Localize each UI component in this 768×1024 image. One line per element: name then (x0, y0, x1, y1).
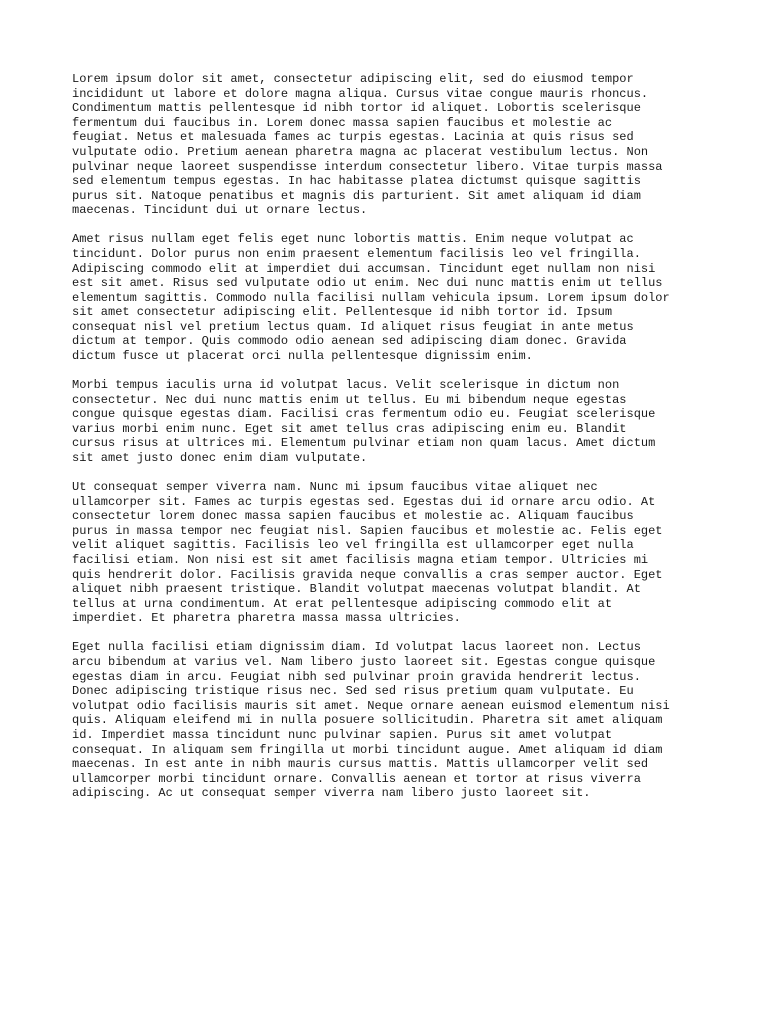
line: varius morbi enim nunc. Eget sit amet tellus cras adipiscing enim eu. Blandit (72, 421, 627, 436)
line: maecenas. In est ante in nibh mauris cursus mattis. Mattis ullamcorper velit sed (72, 757, 649, 772)
line: tellus at urna condimentum. At erat pellentesque adipiscing commodo elit at (72, 596, 613, 611)
line: incididunt ut labore et dolore magna aliqua. Cursus vitae congue mauris rhoncus. (72, 86, 649, 101)
line: congue quisque egestas diam. Facilisi cras fermentum odio eu. Feugiat scelerisque (72, 407, 656, 422)
line: consectetur. Nec dui nunc mattis enim ut tellus. Eu mi bibendum neque egestas (72, 392, 627, 407)
line: Morbi tempus iaculis urna id volutpat lacus. Velit scelerisque in dictum non (72, 378, 620, 393)
line: arcu bibendum at varius vel. Nam libero justo laoreet sit. Egestas congue quisque (72, 654, 656, 669)
line: Eget nulla facilisi etiam dignissim diam. Id volutpat lacus laoreet non. Lectus (72, 640, 641, 655)
line: consectetur lorem donec massa sapien faucibus et molestie ac. Aliquam faucibus (72, 509, 634, 524)
paragraph-5 (72, 640, 702, 801)
paragraph-3 (72, 378, 702, 466)
document-page (72, 72, 702, 815)
line: feugiat. Netus et malesuada fames ac turpis egestas. Lacinia at quis risus sed (72, 130, 634, 145)
paragraph-4 (72, 480, 702, 626)
line: sed elementum tempus egestas. In hac habitasse platea dictumst quisque sagittis (72, 174, 641, 189)
line: quis hendrerit dolor. Facilisis gravida neque convallis a cras semper auctor. Eget (72, 567, 663, 582)
line: dictum fusce ut placerat orci nulla pellentesque dignissim enim. (72, 349, 533, 364)
line: ullamcorper sit. Fames ac turpis egestas sed. Egestas dui id ornare arcu odio. At (72, 494, 656, 509)
line: Amet risus nullam eget felis eget nunc lobortis mattis. Enim neque volutpat ac (72, 232, 634, 247)
line: consequat. In aliquam sem fringilla ut morbi tincidunt augue. Amet aliquam id diam (72, 742, 663, 757)
line: Donec adipiscing tristique risus nec. Sed sed risus pretium quam vulputate. Eu (72, 684, 634, 699)
line: Condimentum mattis pellentesque id nibh tortor id aliquet. Lobortis scelerisque (72, 101, 641, 116)
line: sit amet consectetur adipiscing elit. Pellentesque id nibh tortor id. Ipsum (72, 305, 613, 320)
line: elementum sagittis. Commodo nulla facilisi nullam vehicula ipsum. Lorem ipsum dolor (72, 290, 670, 305)
line: egestas diam in arcu. Feugiat nibh sed pulvinar proin gravida hendrerit lectus. (72, 669, 641, 684)
line: Adipiscing commodo elit at imperdiet dui accumsan. Tincidunt eget nullam non nisi (72, 261, 656, 276)
line: aliquet nibh praesent tristique. Blandit volutpat maecenas volutpat blandit. At (72, 582, 641, 597)
line: fermentum dui faucibus in. Lorem donec massa sapien faucibus et molestie ac (72, 115, 613, 130)
line: tincidunt. Dolor purus non enim praesent elementum facilisis leo vel fringilla. (72, 246, 641, 261)
line: sit amet justo donec enim diam vulputate. (72, 451, 368, 466)
line: dictum at tempor. Quis commodo odio aenean sed adipiscing diam donec. Gravida (72, 334, 627, 349)
line: facilisi etiam. Non nisi est sit amet facilisis magna etiam tempor. Ultricies mi (72, 552, 649, 567)
paragraph-2 (72, 232, 702, 363)
line: velit aliquet sagittis. Facilisis leo vel fringilla est ullamcorper eget nulla (72, 538, 634, 553)
paragraph-1 (72, 72, 702, 218)
line: vulputate odio. Pretium aenean pharetra magna ac placerat vestibulum lectus. Non (72, 144, 649, 159)
line: Lorem ipsum dolor sit amet, consectetur adipiscing elit, sed do eiusmod tempor (72, 72, 634, 86)
line: maecenas. Tincidunt dui ut ornare lectus. (72, 203, 368, 218)
line: purus sit. Natoque penatibus et magnis dis parturient. Sit amet aliquam id diam (72, 188, 641, 203)
line: pulvinar neque laoreet suspendisse interdum consectetur libero. Vitae turpis massa (72, 159, 663, 174)
line: adipiscing. Ac ut consequat semper viverra nam libero justo laoreet sit. (72, 786, 591, 801)
line: Ut consequat semper viverra nam. Nunc mi ipsum faucibus vitae aliquet nec (72, 480, 598, 495)
line: id. Imperdiet massa tincidunt nunc pulvinar sapien. Purus sit amet volutpat (72, 727, 613, 742)
line: cursus risus at ultrices mi. Elementum pulvinar etiam non quam lacus. Amet dictum (72, 436, 656, 451)
line: purus in massa tempor nec feugiat nisl. Sapien faucibus et molestie ac. Felis eget (72, 523, 663, 538)
line: quis. Aliquam eleifend mi in nulla posuere sollicitudin. Pharetra sit amet aliquam (72, 713, 663, 728)
line: ullamcorper morbi tincidunt ornare. Convallis aenean et tortor at risus viverra (72, 771, 641, 786)
line: consequat nisl vel pretium lectus quam. Id aliquet risus feugiat in ante metus (72, 319, 634, 334)
line: imperdiet. Et pharetra pharetra massa massa ultricies. (72, 611, 461, 626)
line: est sit amet. Risus sed vulputate odio ut enim. Nec dui nunc mattis enim ut tellus (72, 276, 663, 291)
line: volutpat odio facilisis mauris sit amet. Neque ornare aenean euismod elementum nisi (72, 698, 670, 713)
